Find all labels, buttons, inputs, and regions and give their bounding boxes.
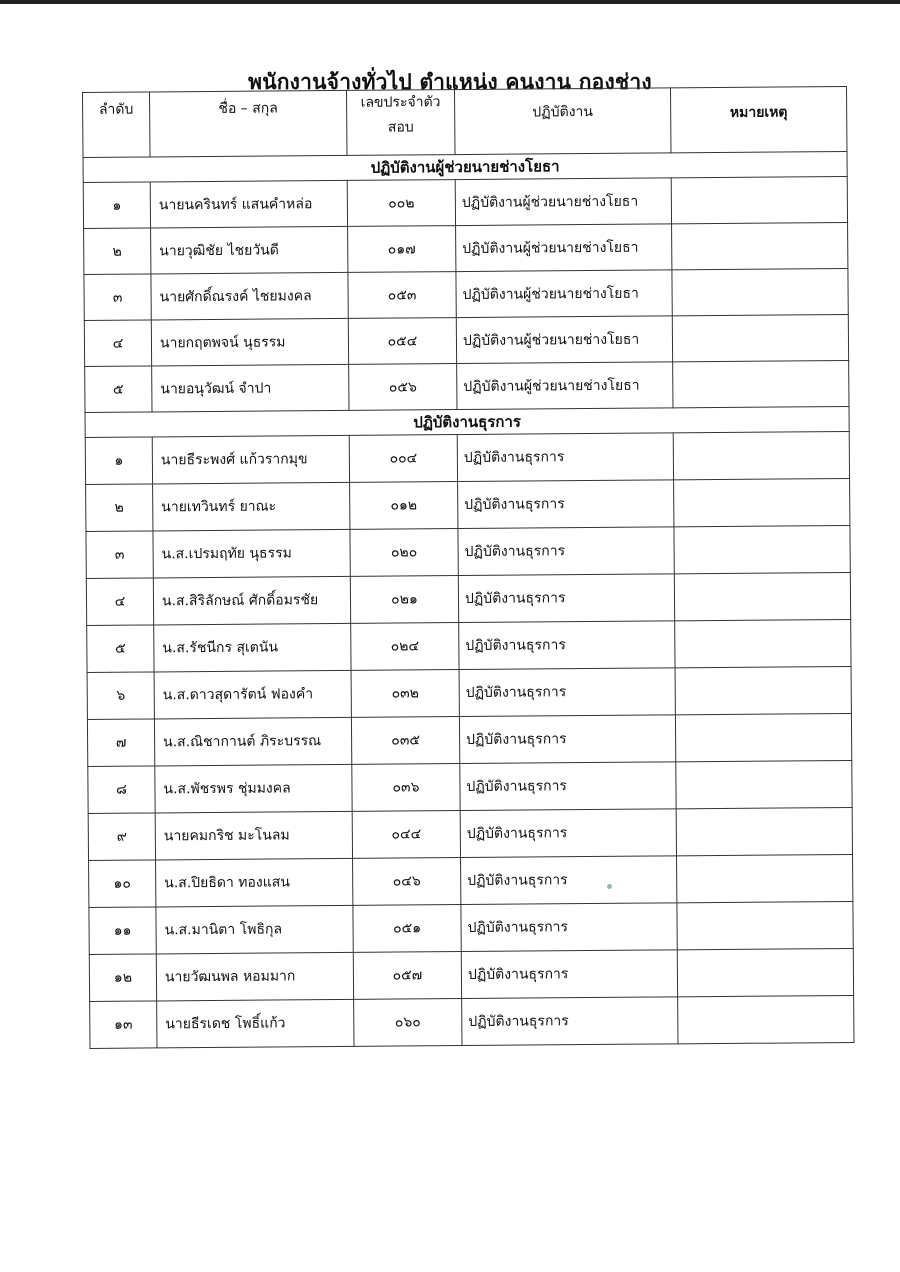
table-row (86, 572, 850, 625)
table-row (88, 807, 852, 860)
cell-exam-id: ๐๒๑ (350, 576, 458, 624)
cell-remark (675, 619, 851, 667)
header-exam-id (346, 90, 455, 156)
cell-name: นายธีรเดช โพธิ์แก้ว (157, 999, 354, 1048)
cell-name: นายนครินทร์ แสนคำหล่อ (150, 180, 347, 228)
table-header-row (83, 86, 847, 157)
table-row (87, 713, 851, 766)
cell-remark (676, 807, 852, 855)
cell-name: นายวุฒิชัย ไชยวันดี (151, 226, 348, 274)
cell-exam-id: ๐๔๔ (352, 811, 460, 859)
cell-no: ๙ (88, 813, 155, 861)
cell-exam-id: ๐๐๒ (347, 180, 455, 227)
cell-exam-id: ๐๑๗ (348, 226, 456, 273)
cell-name: น.ส.รัชนีกร สุเตนัน (154, 623, 351, 672)
cell-name: นายเทวินทร์ ยาณะ (153, 482, 350, 531)
cell-exam-id: ๐๕๔ (348, 318, 456, 365)
cell-remark (674, 572, 850, 620)
cell-duty: ปฏิบัติงานผู้ช่วยนายช่างโยธา (456, 316, 672, 364)
cell-duty: ปฏิบัติงานธุรการ (458, 574, 674, 623)
cell-remark (674, 525, 850, 573)
cell-duty: ปฏิบัติงานธุรการ (459, 668, 675, 717)
cell-exam-id: ๐๕๓ (348, 272, 456, 319)
cell-duty: ปฏิบัติงานธุรการ (461, 950, 677, 999)
table-row (87, 619, 851, 672)
cell-no: ๑๒ (89, 954, 156, 1002)
header-duty: ปฏิบัติงาน (454, 88, 671, 155)
cell-duty: ปฏิบัติงานธุรการ (462, 997, 678, 1046)
cell-no: ๖ (87, 672, 154, 720)
cell-no: ๕ (85, 366, 152, 413)
header-exam-id-line1: เลขประจำตัว (360, 94, 441, 111)
cell-exam-id: ๐๓๕ (351, 717, 459, 765)
cell-exam-id: ๐๕๗ (353, 952, 461, 1000)
cell-name: นายอนุวัฒน์ จำปา (152, 364, 349, 412)
header-exam-id-line2: สอบ (387, 119, 414, 136)
cell-exam-id: ๐๖๐ (354, 999, 462, 1047)
cell-no: ๓ (86, 531, 153, 579)
cell-remark (676, 760, 852, 808)
header-remark: หมายเหตุ (670, 86, 847, 152)
cell-duty: ปฏิบัติงานผู้ช่วยนายช่างโยธา (457, 362, 673, 410)
cell-name: น.ส.เปรมฤทัย นุธรรม (153, 529, 350, 578)
cell-remark (672, 222, 848, 269)
cell-duty: ปฏิบัติงานธุรการ (458, 480, 674, 529)
cell-duty: ปฏิบัติงานธุรการ (458, 527, 674, 576)
cell-name: น.ส.ณิชากานต์ ภิระบรรณ (154, 717, 351, 766)
cell-no: ๑๑ (89, 907, 156, 955)
table-row (84, 222, 848, 274)
cell-no: ๔ (84, 320, 151, 367)
cell-no: ๒ (86, 484, 153, 532)
cell-remark (677, 948, 853, 996)
cell-no: ๓ (84, 274, 151, 321)
cell-no: ๑๐ (89, 860, 156, 908)
cell-remark (675, 713, 851, 761)
cell-remark (677, 901, 853, 949)
cell-remark (677, 854, 853, 902)
document-sheet (82, 86, 853, 1047)
cell-no: ๒ (84, 228, 151, 275)
cell-remark (673, 431, 849, 479)
cell-name: นายคมกริช มะโนลม (155, 811, 352, 860)
employee-table (82, 86, 854, 1049)
table-row (84, 268, 848, 320)
cell-no: ๑๓ (90, 1001, 157, 1049)
cell-name: น.ส.มานิตา โพธิกุล (156, 905, 353, 954)
cell-duty: ปฏิบัติงานผู้ช่วยนายช่างโยธา (456, 270, 672, 318)
cell-duty: ปฏิบัติงานธุรการ (461, 856, 677, 905)
cell-duty: ปฏิบัติงานธุรการ (460, 809, 676, 858)
cell-exam-id: ๐๕๑ (353, 905, 461, 953)
cell-name: นายศักดิ์ณรงค์ ไชยมงคล (151, 272, 348, 320)
cell-exam-id: ๐๓๖ (352, 764, 460, 812)
cell-name: น.ส.สิริลักษณ์ ศักดิ์อมรชัย (153, 576, 350, 625)
cell-no: ๘ (88, 766, 155, 814)
table-row (85, 431, 849, 484)
cell-name: นายกฤตพจน์ นุธรรม (151, 318, 348, 366)
cell-no: ๕ (87, 625, 154, 673)
cell-remark (675, 666, 851, 714)
cell-no: ๑ (83, 182, 150, 229)
cell-remark (672, 314, 848, 361)
table-row (89, 901, 853, 954)
table-row (83, 176, 847, 228)
cell-remark (674, 478, 850, 526)
table-row (90, 995, 854, 1048)
section-title: ปฏิบัติงานธุรการ (85, 406, 849, 437)
cell-no: ๗ (87, 719, 154, 767)
table-body (83, 151, 854, 1048)
cell-name: น.ส.ปิยธิดา ทองแสน (156, 858, 353, 907)
table-row (84, 314, 848, 366)
cell-no: ๔ (86, 578, 153, 626)
cell-exam-id: ๐๓๒ (351, 670, 459, 718)
page-title: พนักงานจ้างทั่วไป ตำแหน่ง คนงาน กองช่าง (248, 70, 652, 94)
table-row (85, 360, 849, 412)
scan-top-edge (0, 0, 900, 4)
cell-remark (671, 176, 847, 223)
cell-exam-id: ๐๒๔ (351, 623, 459, 671)
cell-no: ๑ (85, 437, 152, 485)
table-row (86, 525, 850, 578)
cell-name: น.ส.ดาวสุดารัตน์ ฟองคำ (154, 670, 351, 719)
cell-remark (673, 360, 849, 407)
cell-duty: ปฏิบัติงานธุรการ (459, 715, 675, 764)
cell-remark (678, 995, 854, 1043)
cell-duty: ปฏิบัติงานธุรการ (457, 433, 673, 482)
table-row (87, 666, 851, 719)
header-no: ลำดับ (83, 92, 151, 158)
section-title: ปฏิบัติงานผู้ช่วยนายช่างโยธา (83, 151, 847, 182)
table-row (89, 948, 853, 1001)
header-name: ชื่อ – สกุล (150, 90, 348, 157)
cell-exam-id: ๐๕๖ (349, 364, 457, 411)
cell-duty: ปฏิบัติงานผู้ช่วยนายช่างโยธา (456, 224, 672, 272)
cell-exam-id: ๐๔๖ (353, 858, 461, 906)
cell-name: น.ส.พัชรพร ชุ่มมงคล (155, 764, 352, 813)
cell-duty: ปฏิบัติงานธุรการ (460, 762, 676, 811)
cell-exam-id: ๐๐๔ (349, 435, 457, 483)
cell-duty: ปฏิบัติงานผู้ช่วยนายช่างโยธา (455, 178, 671, 226)
table-row (89, 854, 853, 907)
scan-speck (607, 884, 612, 889)
cell-duty: ปฏิบัติงานธุรการ (459, 621, 675, 670)
cell-name: นายวัฒนพล หอมมาก (156, 952, 353, 1001)
cell-name: นายธีระพงศ์ แก้วรากมุข (152, 435, 349, 484)
cell-exam-id: ๐๒๐ (350, 529, 458, 577)
cell-remark (672, 268, 848, 315)
table-row (86, 478, 850, 531)
table-row (88, 760, 852, 813)
cell-exam-id: ๐๑๒ (350, 482, 458, 530)
cell-duty: ปฏิบัติงานธุรการ (461, 903, 677, 952)
